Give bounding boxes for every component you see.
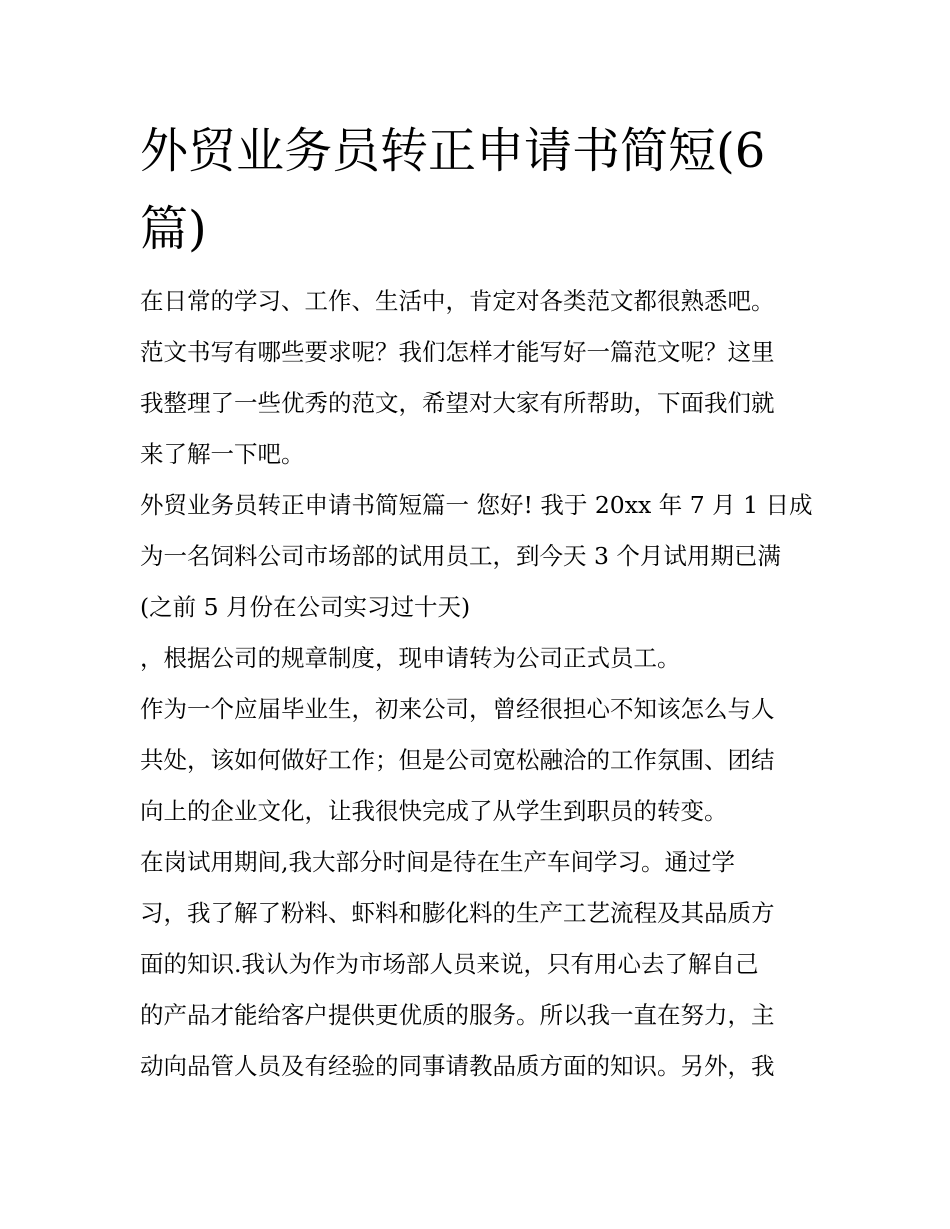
body-line: 外贸业务员转正申请书简短篇一 您好! 我于 20xx 年 7 月 1 日成: [140, 491, 813, 519]
document-body: [140, 276, 820, 1092]
body-line: ，根据公司的规章制度，现申请转为公司正式员工。: [140, 644, 681, 672]
body-line: 习，我了解了粉料、虾料和膨化料的生产工艺流程及其品质方: [140, 899, 775, 927]
body-line: 我整理了一些优秀的范文，希望对大家有所帮助，下面我们就: [140, 389, 775, 417]
title-line-1: 外贸业务员转正申请书简短(6: [140, 123, 766, 179]
body-line: 共处，该如何做好工作；但是公司宽松融洽的工作氛围、团结: [140, 746, 775, 774]
body-line: 的产品才能给客户提供更优质的服务。所以我一直在努力，主: [140, 1001, 775, 1029]
body-line: 在岗试用期间,我大部分时间是待在生产车间学习。通过学: [140, 848, 735, 876]
body-line: 来了解一下吧。: [140, 440, 305, 468]
body-line: 为一名饲料公司市场部的试用员工，到今天 3 个月试用期已满: [140, 542, 781, 570]
body-line: 在日常的学习、工作、生活中，肯定对各类范文都很熟悉吧。: [140, 287, 775, 315]
body-line: 向上的企业文化，让我很快完成了从学生到职员的转变。: [140, 797, 728, 825]
body-line: 作为一个应届毕业生，初来公司，曾经很担心不知该怎么与人: [140, 695, 775, 723]
body-line: 动向品管人员及有经验的同事请教品质方面的知识。另外，我: [140, 1052, 775, 1080]
body-line: (之前 5 月份在公司实习过十天): [140, 593, 471, 621]
title-line-2: 篇): [140, 201, 207, 257]
document-title: [140, 112, 820, 268]
body-line: 范文书写有哪些要求呢？我们怎样才能写好一篇范文呢？这里: [140, 338, 775, 366]
body-line: 面的知识.我认为作为市场部人员来说，只有用心去了解自己: [140, 950, 759, 978]
